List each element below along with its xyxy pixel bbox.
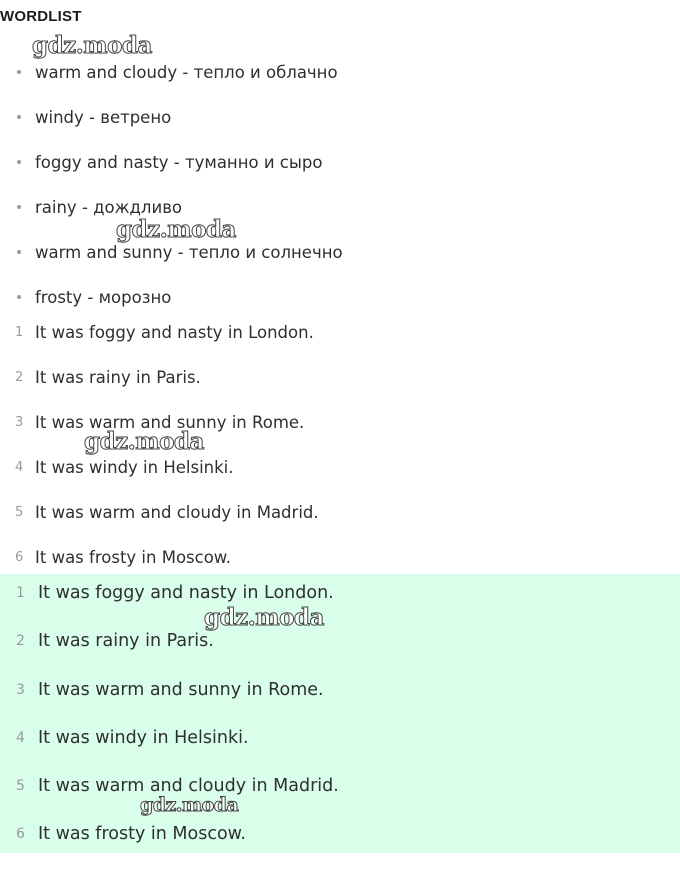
answer-number: 2 [16, 633, 25, 649]
sentence-text: It was warm and cloudy in Madrid. [35, 502, 319, 522]
answer-item [0, 628, 214, 654]
bullet-icon [17, 160, 21, 164]
wordlist-item [0, 60, 338, 84]
sentence-number: 2 [15, 369, 24, 385]
bullet-icon [17, 205, 21, 209]
answer-text: It was foggy and nasty in London. [38, 583, 334, 603]
answer-item [0, 821, 246, 847]
sentence-item [0, 500, 319, 524]
sentence-number: 3 [15, 414, 24, 430]
watermark: gdz.moda [84, 428, 204, 455]
answer-text: It was warm and sunny in Rome. [38, 680, 324, 700]
wordlist-item-text: rainy - дождливо [35, 197, 183, 217]
watermark: gdz.moda [32, 32, 152, 59]
watermark: gdz.moda [140, 794, 239, 816]
sentence-text: It was warm and sunny in Rome. [35, 412, 305, 432]
bullet-icon [17, 115, 21, 119]
sentence-item [0, 365, 201, 389]
wordlist-item-text: frosty - морозно [35, 287, 172, 307]
wordlist-item-text: warm and sunny - тепло и солнечно [35, 242, 343, 262]
answer-item [0, 580, 334, 606]
wordlist-item [0, 285, 171, 309]
answer-item [0, 677, 324, 703]
answer-text: It was rainy in Paris. [38, 631, 214, 651]
sentence-number: 4 [15, 459, 24, 475]
wordlist-item [0, 240, 343, 264]
sentence-number: 1 [15, 324, 24, 340]
bullet-icon [17, 250, 21, 254]
answer-number: 3 [16, 682, 25, 698]
answer-text: It was windy in Helsinki. [38, 728, 249, 748]
wordlist-heading: WORDLIST [0, 8, 82, 25]
wordlist-item-text: foggy and nasty - туманно и сыро [35, 152, 323, 172]
answer-block [0, 574, 680, 853]
sentence-item [0, 545, 231, 569]
watermark: gdz.moda [204, 604, 324, 631]
wordlist-item [0, 150, 322, 174]
answer-number: 1 [16, 585, 25, 601]
sentence-text: It was frosty in Moscow. [35, 547, 232, 567]
sentence-number: 6 [15, 549, 24, 565]
sentence-number: 5 [15, 504, 24, 520]
answer-text: It was warm and cloudy in Madrid. [38, 776, 339, 796]
watermark: gdz.moda [116, 216, 236, 243]
sentence-item [0, 320, 314, 344]
answer-number: 6 [16, 826, 25, 842]
wordlist-item-text: warm and cloudy - тепло и облачно [35, 62, 338, 82]
sentence-text: It was rainy in Paris. [35, 367, 201, 387]
answer-number: 4 [16, 730, 25, 746]
wordlist-item [0, 105, 171, 129]
bullet-icon [17, 295, 21, 299]
wordlist-item-text: windy - ветрено [35, 107, 172, 127]
bullet-icon [17, 70, 21, 74]
answer-item [0, 725, 249, 751]
answer-number: 5 [16, 778, 25, 794]
sentence-text: It was windy in Helsinki. [35, 457, 234, 477]
answer-text: It was frosty in Moscow. [38, 824, 246, 844]
sentence-item [0, 455, 234, 479]
sentence-text: It was foggy and nasty in London. [35, 322, 314, 342]
